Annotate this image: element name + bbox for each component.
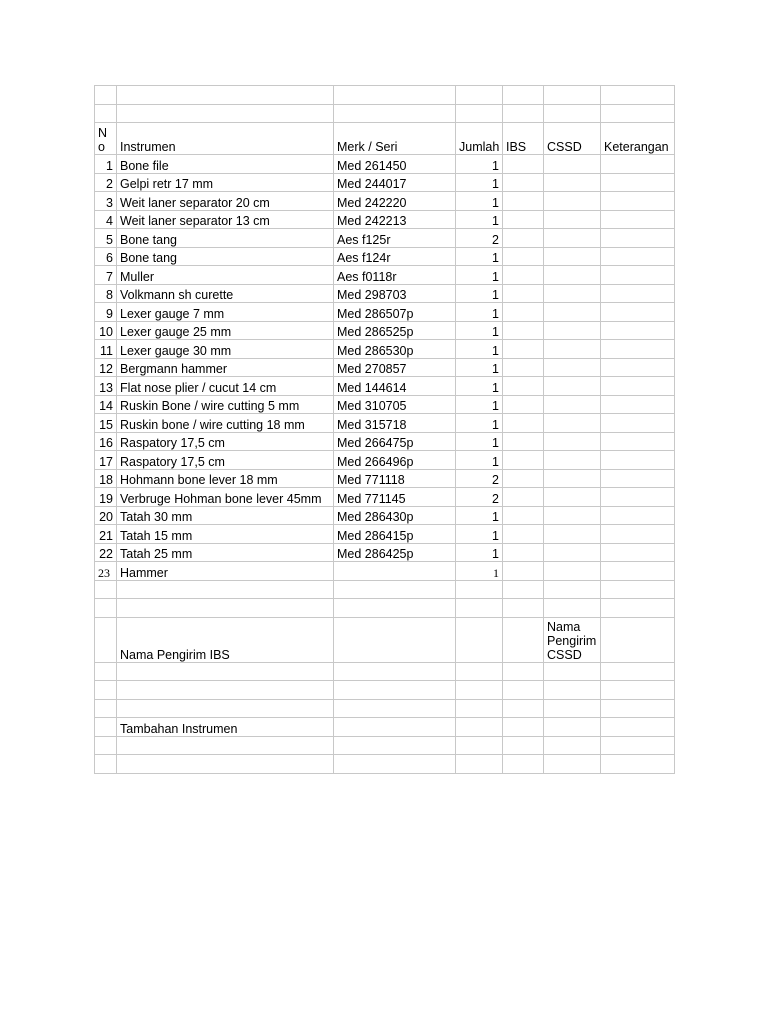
cell-jumlah: 1 (456, 395, 503, 414)
cell-merk: Med 244017 (334, 173, 456, 192)
cell-jumlah: 2 (456, 469, 503, 488)
cell-keterangan (601, 210, 675, 229)
cell-ibs (503, 432, 544, 451)
table-row (95, 155, 675, 174)
cell-cssd (544, 395, 601, 414)
blank-row (95, 662, 675, 681)
cell-keterangan (601, 432, 675, 451)
cell-jumlah: 1 (456, 321, 503, 340)
cell-merk (334, 562, 456, 581)
cell-keterangan (601, 358, 675, 377)
table-row (95, 451, 675, 470)
cell-no: 7 (95, 266, 117, 285)
table-row (95, 562, 675, 581)
nama-pengirim-ibs: Nama Pengirim IBS (117, 617, 334, 662)
cell-merk: Med 315718 (334, 414, 456, 433)
cell-keterangan (601, 321, 675, 340)
cell-ibs (503, 192, 544, 211)
cell-no: 13 (95, 377, 117, 396)
cell-no: 2 (95, 173, 117, 192)
cell-instrumen: Weit laner separator 13 cm (117, 210, 334, 229)
cell-instrumen: Verbruge Hohman bone lever 45mm (117, 488, 334, 507)
cell-jumlah: 1 (456, 173, 503, 192)
cell-keterangan (601, 414, 675, 433)
instrument-table (94, 85, 675, 774)
cell-ibs (503, 247, 544, 266)
signature-row (95, 617, 675, 662)
table-row (95, 210, 675, 229)
cell-jumlah: 1 (456, 358, 503, 377)
blank-row (95, 681, 675, 700)
cell-no: 4 (95, 210, 117, 229)
cell-no: 6 (95, 247, 117, 266)
cell-jumlah: 1 (456, 377, 503, 396)
header-jumlah: Jumlah (456, 123, 503, 155)
cell-cssd (544, 192, 601, 211)
cell-ibs (503, 414, 544, 433)
blank-row (95, 755, 675, 774)
cell-ibs (503, 525, 544, 544)
cell-merk: Med 286425p (334, 543, 456, 562)
cell-instrumen: Tatah 25 mm (117, 543, 334, 562)
cell-merk: Med 771118 (334, 469, 456, 488)
cell-ibs (503, 395, 544, 414)
cell-keterangan (601, 562, 675, 581)
blank-row (95, 736, 675, 755)
cell-cssd (544, 266, 601, 285)
cell-jumlah: 2 (456, 488, 503, 507)
cell-no: 18 (95, 469, 117, 488)
cell-jumlah: 1 (456, 506, 503, 525)
cell-keterangan (601, 377, 675, 396)
cell-jumlah: 1 (456, 562, 503, 581)
cell-merk: Med 286430p (334, 506, 456, 525)
cell-no: 1 (95, 155, 117, 174)
cell-instrumen: Lexer gauge 7 mm (117, 303, 334, 322)
cell-merk: Med 266475p (334, 432, 456, 451)
cell-keterangan (601, 266, 675, 285)
cell-instrumen: Tatah 30 mm (117, 506, 334, 525)
cell-instrumen: Hohmann bone lever 18 mm (117, 469, 334, 488)
cell-instrumen: Bergmann hammer (117, 358, 334, 377)
blank-row (95, 580, 675, 599)
cell-merk: Med 266496p (334, 451, 456, 470)
table-row (95, 543, 675, 562)
cell-cssd (544, 229, 601, 248)
cell-ibs (503, 506, 544, 525)
table-row (95, 414, 675, 433)
table-row (95, 173, 675, 192)
cell-ibs (503, 210, 544, 229)
cell-merk: Aes f125r (334, 229, 456, 248)
cell-merk: Med 298703 (334, 284, 456, 303)
cell-cssd (544, 303, 601, 322)
cell-keterangan (601, 340, 675, 359)
cell-cssd (544, 414, 601, 433)
table-row (95, 266, 675, 285)
cell-cssd (544, 469, 601, 488)
cell-ibs (503, 377, 544, 396)
cell-keterangan (601, 155, 675, 174)
cell-jumlah: 1 (456, 303, 503, 322)
blank-row (95, 104, 675, 123)
cell-cssd (544, 451, 601, 470)
cell-merk: Med 310705 (334, 395, 456, 414)
cell-ibs (503, 155, 544, 174)
cell-ibs (503, 303, 544, 322)
cell-jumlah: 1 (456, 210, 503, 229)
cell-keterangan (601, 451, 675, 470)
cell-instrumen: Lexer gauge 30 mm (117, 340, 334, 359)
cell-keterangan (601, 247, 675, 266)
table-row (95, 506, 675, 525)
cell-instrumen: Weit laner separator 20 cm (117, 192, 334, 211)
cell-keterangan (601, 284, 675, 303)
cell-ibs (503, 229, 544, 248)
table-row (95, 377, 675, 396)
table-row (95, 247, 675, 266)
cell-keterangan (601, 173, 675, 192)
header-cssd: CSSD (544, 123, 601, 155)
cell-ibs (503, 340, 544, 359)
table-row (95, 284, 675, 303)
cell-ibs (503, 469, 544, 488)
table-row (95, 525, 675, 544)
cell-jumlah: 1 (456, 543, 503, 562)
cell-jumlah: 1 (456, 451, 503, 470)
cell-no: 17 (95, 451, 117, 470)
nama-pengirim-cssd: Nama Pengirim CSSD (544, 617, 601, 662)
cell-merk: Med 286415p (334, 525, 456, 544)
cell-jumlah: 1 (456, 266, 503, 285)
cell-merk: Med 286507p (334, 303, 456, 322)
cell-no: 11 (95, 340, 117, 359)
cell-no: 14 (95, 395, 117, 414)
cell-cssd (544, 506, 601, 525)
cell-ibs (503, 266, 544, 285)
cell-keterangan (601, 525, 675, 544)
cell-merk: Med 242220 (334, 192, 456, 211)
cell-jumlah: 1 (456, 414, 503, 433)
cell-ibs (503, 284, 544, 303)
cell-instrumen: Bone tang (117, 229, 334, 248)
cell-instrumen: Hammer (117, 562, 334, 581)
table-row (95, 192, 675, 211)
cell-instrumen: Flat nose plier / cucut 14 cm (117, 377, 334, 396)
cell-ibs (503, 562, 544, 581)
cell-no: 5 (95, 229, 117, 248)
cell-ibs (503, 488, 544, 507)
cell-no: 21 (95, 525, 117, 544)
cell-instrumen: Bone file (117, 155, 334, 174)
cell-cssd (544, 155, 601, 174)
cell-merk: Aes f124r (334, 247, 456, 266)
table-row (95, 340, 675, 359)
cell-instrumen: Lexer gauge 25 mm (117, 321, 334, 340)
cell-ibs (503, 321, 544, 340)
cell-instrumen: Ruskin bone / wire cutting 18 mm (117, 414, 334, 433)
cell-merk: Med 144614 (334, 377, 456, 396)
cell-keterangan (601, 229, 675, 248)
header-merk: Merk / Seri (334, 123, 456, 155)
cell-jumlah: 1 (456, 432, 503, 451)
table-row (95, 469, 675, 488)
cell-cssd (544, 284, 601, 303)
cell-keterangan (601, 395, 675, 414)
cell-merk: Med 261450 (334, 155, 456, 174)
cell-cssd (544, 488, 601, 507)
cell-jumlah: 1 (456, 192, 503, 211)
cell-cssd (544, 340, 601, 359)
cell-no: 3 (95, 192, 117, 211)
table-row (95, 303, 675, 322)
cell-cssd (544, 210, 601, 229)
table-row (95, 358, 675, 377)
cell-cssd (544, 525, 601, 544)
cell-no: 16 (95, 432, 117, 451)
header-ibs: IBS (503, 123, 544, 155)
cell-ibs (503, 451, 544, 470)
cell-jumlah: 1 (456, 155, 503, 174)
cell-no: 8 (95, 284, 117, 303)
cell-no: 20 (95, 506, 117, 525)
cell-no: 23 (95, 562, 117, 581)
cell-merk: Med 771145 (334, 488, 456, 507)
cell-keterangan (601, 192, 675, 211)
cell-merk: Med 286530p (334, 340, 456, 359)
blank-row (95, 599, 675, 618)
cell-instrumen: Raspatory 17,5 cm (117, 432, 334, 451)
cell-jumlah: 1 (456, 284, 503, 303)
table-row (95, 488, 675, 507)
cell-jumlah: 1 (456, 525, 503, 544)
cell-cssd (544, 173, 601, 192)
cell-instrumen: Gelpi retr 17 mm (117, 173, 334, 192)
header-instrumen: Instrumen (117, 123, 334, 155)
table-row (95, 432, 675, 451)
cell-cssd (544, 247, 601, 266)
cell-instrumen: Muller (117, 266, 334, 285)
cell-cssd (544, 562, 601, 581)
cell-instrumen: Bone tang (117, 247, 334, 266)
cell-no: 22 (95, 543, 117, 562)
table-row (95, 395, 675, 414)
cell-instrumen: Volkmann sh curette (117, 284, 334, 303)
cell-cssd (544, 321, 601, 340)
blank-row (95, 86, 675, 105)
cell-ibs (503, 543, 544, 562)
cell-merk: Med 286525p (334, 321, 456, 340)
tambahan-row (95, 718, 675, 737)
cell-ibs (503, 173, 544, 192)
cell-cssd (544, 432, 601, 451)
cell-keterangan (601, 543, 675, 562)
cell-keterangan (601, 506, 675, 525)
cell-merk: Aes f0118r (334, 266, 456, 285)
cell-no: 10 (95, 321, 117, 340)
cell-no: 9 (95, 303, 117, 322)
cell-jumlah: 1 (456, 247, 503, 266)
tambahan-instrumen: Tambahan Instrumen (117, 718, 334, 737)
cell-instrumen: Ruskin Bone / wire cutting 5 mm (117, 395, 334, 414)
cell-cssd (544, 377, 601, 396)
header-keterangan: Keterangan (601, 123, 675, 155)
table-row (95, 229, 675, 248)
blank-row (95, 699, 675, 718)
cell-instrumen: Tatah 15 mm (117, 525, 334, 544)
cell-keterangan (601, 469, 675, 488)
cell-jumlah: 2 (456, 229, 503, 248)
header-row (95, 123, 675, 155)
cell-no: 12 (95, 358, 117, 377)
cell-keterangan (601, 488, 675, 507)
table-row (95, 321, 675, 340)
cell-cssd (544, 543, 601, 562)
cell-merk: Med 270857 (334, 358, 456, 377)
cell-no: 19 (95, 488, 117, 507)
cell-instrumen: Raspatory 17,5 cm (117, 451, 334, 470)
cell-merk: Med 242213 (334, 210, 456, 229)
cell-keterangan (601, 303, 675, 322)
cell-jumlah: 1 (456, 340, 503, 359)
header-no: N o (95, 123, 117, 155)
cell-no: 15 (95, 414, 117, 433)
cell-ibs (503, 358, 544, 377)
cell-cssd (544, 358, 601, 377)
